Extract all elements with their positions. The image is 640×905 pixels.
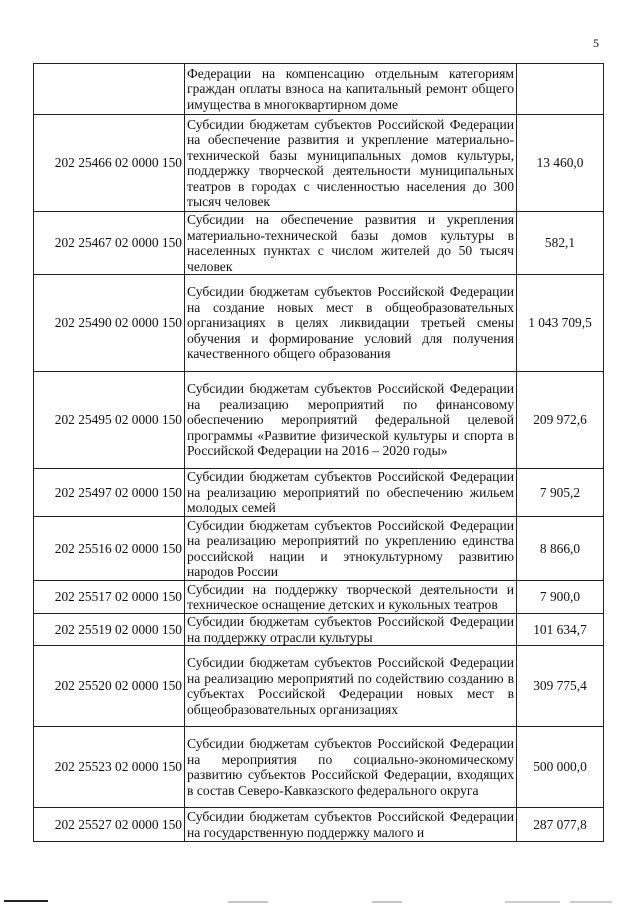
budget-code-cell: 202 25520 02 0000 150 [34,646,185,727]
description-cell: Субсидии бюджетам субъектов Российской Федерации на реализацию мероприятий по содействию созданию в субъектах Российской Федерации новых мест в общеобразовательных организациях [185,646,517,727]
description-cell: Субсидии на обеспечение развития и укрепления материально-технической базы домов культуры в населенных пунктах с числом жителей до 50 тысяч человек [185,212,517,275]
budget-code-cell [34,64,185,115]
amount-cell: 13 460,0 [517,115,604,212]
budget-code-cell: 202 25495 02 0000 150 [34,372,185,469]
description-cell: Субсидии бюджетам субъектов Российской Федерации на поддержку отрасли культуры [185,614,517,646]
budget-code-cell: 202 25517 02 0000 150 [34,581,185,614]
table-row [34,808,604,842]
amount-cell: 209 972,6 [517,372,604,469]
amount-cell: 101 634,7 [517,614,604,646]
budget-code-cell: 202 25516 02 0000 150 [34,517,185,581]
table-row [34,517,604,581]
table-row [34,212,604,275]
description-cell: Субсидии на поддержку творческой деятельности и техническое оснащение детских и кукольных театров [185,581,517,614]
description-cell: Субсидии бюджетам субъектов Российской Федерации на реализацию мероприятий по финансовому обеспечению мероприятий федеральной целевой программы «Развитие физической культуры и спорта в Российской Федерации на 2016 – 2020 годы» [185,372,517,469]
budget-code-cell: 202 25519 02 0000 150 [34,614,185,646]
description-cell: Субсидии бюджетам субъектов Российской Федерации на создание новых мест в общеобразовательных организациях в целях ликвидации третьей смены обучения и формирование условий для получения качественного общего образования [185,275,517,372]
table-row [34,115,604,212]
description-cell: Субсидии бюджетам субъектов Российской Федерации на обеспечение развития и укрепление материально-технической базы муниципальных домов культуры, поддержку творческой деятельности муниципальных театров в городах с численностью населения до 300 тысяч человек [185,115,517,212]
description-cell: Субсидии бюджетам субъектов Российской Федерации на реализацию мероприятий по укреплению единства российской нации и этнокультурному развитию народов России [185,517,517,581]
table-row [34,372,604,469]
table-row [34,727,604,808]
table-row [34,469,604,517]
table-row [34,614,604,646]
budget-code-cell: 202 25527 02 0000 150 [34,808,185,842]
amount-cell: 1 043 709,5 [517,275,604,372]
amount-cell: 582,1 [517,212,604,275]
amount-cell: 7 905,2 [517,469,604,517]
table-row [34,581,604,614]
budget-table [33,63,604,842]
amount-cell: 500 000,0 [517,727,604,808]
budget-code-cell: 202 25523 02 0000 150 [34,727,185,808]
budget-code-cell: 202 25490 02 0000 150 [34,275,185,372]
budget-code-cell: 202 25467 02 0000 150 [34,212,185,275]
amount-cell [517,64,604,115]
description-cell: Субсидии бюджетам субъектов Российской Федерации на мероприятия по социально-экономическому развитию субъектов Российской Федерации, входящих в состав Северо-Кавказского федерального округа [185,727,517,808]
table-row [34,275,604,372]
budget-code-cell: 202 25466 02 0000 150 [34,115,185,212]
table-row [34,646,604,727]
amount-cell: 8 866,0 [517,517,604,581]
table-row [34,64,604,115]
budget-code-cell: 202 25497 02 0000 150 [34,469,185,517]
amount-cell: 287 077,8 [517,808,604,842]
description-cell: Субсидии бюджетам субъектов Российской Федерации на реализацию мероприятий по обеспечению жильем молодых семей [185,469,517,517]
page-number: 5 [593,36,599,50]
amount-cell: 309 775,4 [517,646,604,727]
description-cell: Федерации на компенсацию отдельным категориям граждан оплаты взноса на капитальный ремонт общего имущества в многоквартирном доме [185,64,517,115]
description-cell: Субсидии бюджетам субъектов Российской Федерации на государственную поддержку малого и [185,808,517,842]
amount-cell: 7 900,0 [517,581,604,614]
scan-edge-marks [0,893,640,905]
